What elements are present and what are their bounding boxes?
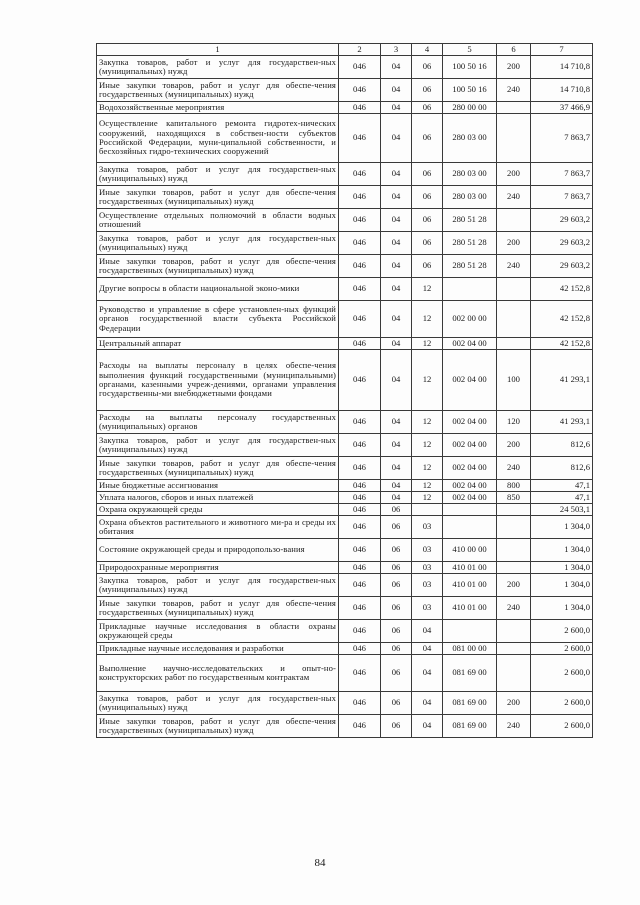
row-gr-code-cell: 046 [339,574,381,597]
row-target-article-cell: 002 04 00 [443,350,497,411]
table-row [97,56,593,79]
table-row [97,643,593,655]
row-amount-cell: 41 293,1 [531,350,593,411]
table-row [97,574,593,597]
row-amount-cell: 7 863,7 [531,114,593,163]
row-expense-type-cell: 240 [497,715,531,738]
row-name-cell: Руководство и управление в сфере установлен-ных функций органов государственной власти субъекта Российской Федерации [97,301,339,338]
row-gr-code-cell: 046 [339,209,381,232]
row-gr-code-cell: 046 [339,655,381,692]
row-target-article-cell: 002 04 00 [443,411,497,434]
row-amount-cell: 7 863,7 [531,163,593,186]
row-subsection-cell: 04 [412,692,443,715]
row-amount-cell: 14 710,8 [531,79,593,102]
row-name-cell: Центральный аппарат [97,338,339,350]
row-expense-type-cell: 120 [497,411,531,434]
row-section-cell: 04 [381,114,412,163]
row-target-article-cell: 002 04 00 [443,480,497,492]
row-section-cell: 04 [381,301,412,338]
row-target-article-cell: 081 69 00 [443,715,497,738]
row-expense-type-cell: 800 [497,480,531,492]
row-section-cell: 06 [381,562,412,574]
row-amount-cell: 29 603,2 [531,255,593,278]
row-section-cell: 06 [381,504,412,516]
row-amount-cell: 7 863,7 [531,186,593,209]
row-subsection-cell: 03 [412,516,443,539]
row-target-article-cell: 002 04 00 [443,434,497,457]
row-amount-cell: 14 710,8 [531,56,593,79]
row-target-article-cell: 280 51 28 [443,255,497,278]
row-gr-code-cell: 046 [339,434,381,457]
row-amount-cell: 1 304,0 [531,597,593,620]
row-section-cell: 06 [381,715,412,738]
row-section-cell: 06 [381,643,412,655]
table-row [97,620,593,643]
row-target-article-cell: 280 00 00 [443,102,497,114]
row-expense-type-cell: 200 [497,692,531,715]
row-expense-type-cell [497,643,531,655]
row-gr-code-cell: 046 [339,338,381,350]
row-amount-cell: 1 304,0 [531,562,593,574]
row-name-cell: Иные закупки товаров, работ и услуг для обеспе-чения государственных (муниципальных) нужд [97,715,339,738]
row-subsection-cell: 06 [412,114,443,163]
table-row [97,434,593,457]
row-amount-cell: 47,1 [531,492,593,504]
row-gr-code-cell: 046 [339,79,381,102]
row-gr-code-cell: 046 [339,597,381,620]
row-subsection-cell: 12 [412,457,443,480]
row-subsection-cell: 06 [412,186,443,209]
row-section-cell: 04 [381,232,412,255]
row-expense-type-cell: 200 [497,56,531,79]
row-amount-cell: 812,6 [531,457,593,480]
table-row [97,480,593,492]
row-name-cell: Иные закупки товаров, работ и услуг для обеспе-чения государственных (муниципальных) нужд [97,597,339,620]
row-section-cell: 04 [381,186,412,209]
row-expense-type-cell: 200 [497,574,531,597]
row-subsection-cell: 04 [412,655,443,692]
row-gr-code-cell: 046 [339,562,381,574]
table-row [97,114,593,163]
row-target-article-cell: 002 04 00 [443,492,497,504]
table-row [97,350,593,411]
row-gr-code-cell: 046 [339,255,381,278]
table-row [97,492,593,504]
row-amount-cell: 2 600,0 [531,692,593,715]
row-subsection-cell [412,504,443,516]
header-cell-7: 7 [531,44,593,56]
row-amount-cell: 42 152,8 [531,338,593,350]
row-target-article-cell [443,278,497,301]
row-gr-code-cell: 046 [339,114,381,163]
row-target-article-cell: 002 04 00 [443,457,497,480]
row-section-cell: 06 [381,655,412,692]
row-gr-code-cell: 046 [339,516,381,539]
row-section-cell: 04 [381,492,412,504]
row-subsection-cell: 06 [412,209,443,232]
row-name-cell: Иные бюджетные ассигнования [97,480,339,492]
row-expense-type-cell [497,301,531,338]
budget-table [96,43,593,738]
row-name-cell: Закупка товаров, работ и услуг для государствен-ных (муниципальных) нужд [97,434,339,457]
row-amount-cell: 2 600,0 [531,620,593,643]
row-name-cell: Охрана объектов растительного и животного ми-ра и среды их обитания [97,516,339,539]
table-row [97,163,593,186]
header-cell-4: 4 [412,44,443,56]
table-row [97,504,593,516]
table-row [97,255,593,278]
row-section-cell: 04 [381,255,412,278]
row-gr-code-cell: 046 [339,480,381,492]
row-subsection-cell: 12 [412,411,443,434]
row-amount-cell: 2 600,0 [531,655,593,692]
row-section-cell: 06 [381,597,412,620]
table-row [97,562,593,574]
table-row [97,597,593,620]
row-subsection-cell: 04 [412,620,443,643]
row-gr-code-cell: 046 [339,350,381,411]
row-amount-cell: 37 466,9 [531,102,593,114]
row-section-cell: 04 [381,480,412,492]
header-cell-3: 3 [381,44,412,56]
header-cell-2: 2 [339,44,381,56]
header-cell-1: 1 [97,44,339,56]
row-section-cell: 04 [381,209,412,232]
row-amount-cell: 2 600,0 [531,643,593,655]
header-cell-5: 5 [443,44,497,56]
row-section-cell: 04 [381,56,412,79]
row-name-cell: Расходы на выплаты персоналу в целях обеспе-чения выполнения функций государственными (муниципальными) органами, казенными учреж-дениями, органами управления государственны-ми внебюджетными фондами [97,350,339,411]
row-expense-type-cell: 240 [497,457,531,480]
row-name-cell: Закупка товаров, работ и услуг для государствен-ных (муниципальных) нужд [97,163,339,186]
row-expense-type-cell [497,620,531,643]
row-gr-code-cell: 046 [339,457,381,480]
header-cell-6: 6 [497,44,531,56]
row-amount-cell: 1 304,0 [531,574,593,597]
row-target-article-cell: 280 03 00 [443,114,497,163]
row-expense-type-cell [497,539,531,562]
row-name-cell: Иные закупки товаров, работ и услуг для обеспе-чения государственных (муниципальных) нужд [97,186,339,209]
row-subsection-cell: 12 [412,278,443,301]
row-expense-type-cell [497,338,531,350]
row-target-article-cell [443,516,497,539]
row-expense-type-cell: 850 [497,492,531,504]
row-expense-type-cell [497,504,531,516]
row-gr-code-cell: 046 [339,163,381,186]
row-subsection-cell: 06 [412,232,443,255]
row-gr-code-cell: 046 [339,102,381,114]
row-subsection-cell: 06 [412,79,443,102]
row-expense-type-cell [497,562,531,574]
table-row [97,539,593,562]
row-name-cell: Водохозяйственные мероприятия [97,102,339,114]
row-name-cell: Закупка товаров, работ и услуг для государствен-ных (муниципальных) нужд [97,574,339,597]
row-expense-type-cell: 240 [497,79,531,102]
row-target-article-cell: 410 01 00 [443,597,497,620]
row-target-article-cell: 280 03 00 [443,163,497,186]
row-name-cell: Закупка товаров, работ и услуг для государствен-ных (муниципальных) нужд [97,692,339,715]
row-name-cell: Закупка товаров, работ и услуг для государствен-ных (муниципальных) нужд [97,232,339,255]
row-expense-type-cell: 200 [497,232,531,255]
row-name-cell: Иные закупки товаров, работ и услуг для обеспе-чения государственных (муниципальных) нужд [97,79,339,102]
row-subsection-cell: 06 [412,255,443,278]
row-subsection-cell: 03 [412,597,443,620]
row-subsection-cell: 04 [412,643,443,655]
table-row [97,79,593,102]
row-gr-code-cell: 046 [339,692,381,715]
row-target-article-cell: 081 69 00 [443,655,497,692]
row-target-article-cell [443,504,497,516]
table-row [97,102,593,114]
row-gr-code-cell: 046 [339,643,381,655]
table-body [97,44,593,738]
row-amount-cell: 29 603,2 [531,209,593,232]
row-expense-type-cell [497,278,531,301]
row-expense-type-cell: 200 [497,163,531,186]
row-expense-type-cell: 240 [497,597,531,620]
row-section-cell: 04 [381,434,412,457]
row-name-cell: Закупка товаров, работ и услуг для государствен-ных (муниципальных) нужд [97,56,339,79]
row-section-cell: 06 [381,620,412,643]
row-gr-code-cell: 046 [339,232,381,255]
row-section-cell: 06 [381,516,412,539]
row-expense-type-cell [497,655,531,692]
table-row [97,655,593,692]
row-subsection-cell: 12 [412,301,443,338]
table-row [97,186,593,209]
row-subsection-cell: 06 [412,56,443,79]
row-target-article-cell: 081 69 00 [443,692,497,715]
row-amount-cell: 812,6 [531,434,593,457]
row-gr-code-cell: 046 [339,539,381,562]
row-expense-type-cell: 240 [497,255,531,278]
table-row [97,715,593,738]
row-target-article-cell: 100 50 16 [443,79,497,102]
row-subsection-cell: 12 [412,480,443,492]
row-target-article-cell: 410 01 00 [443,562,497,574]
row-expense-type-cell: 200 [497,434,531,457]
row-amount-cell: 42 152,8 [531,278,593,301]
row-gr-code-cell: 046 [339,492,381,504]
row-expense-type-cell [497,102,531,114]
row-section-cell: 04 [381,457,412,480]
row-target-article-cell: 280 51 28 [443,209,497,232]
row-amount-cell: 29 603,2 [531,232,593,255]
row-name-cell: Осуществление отдельных полномочий в области водных отношений [97,209,339,232]
row-gr-code-cell: 046 [339,56,381,79]
row-target-article-cell: 081 00 00 [443,643,497,655]
row-expense-type-cell: 240 [497,186,531,209]
table-row [97,209,593,232]
row-name-cell: Другие вопросы в области национальной эконо-мики [97,278,339,301]
row-gr-code-cell: 046 [339,715,381,738]
row-subsection-cell: 12 [412,338,443,350]
row-section-cell: 06 [381,574,412,597]
row-subsection-cell: 03 [412,539,443,562]
row-name-cell: Уплата налогов, сборов и иных платежей [97,492,339,504]
row-subsection-cell: 06 [412,163,443,186]
row-gr-code-cell: 046 [339,186,381,209]
row-section-cell: 06 [381,692,412,715]
row-section-cell: 04 [381,338,412,350]
row-section-cell: 04 [381,79,412,102]
table-row [97,301,593,338]
row-name-cell: Прикладные научные исследования в области охраны окружающей среды [97,620,339,643]
row-target-article-cell: 280 51 28 [443,232,497,255]
row-section-cell: 04 [381,102,412,114]
row-gr-code-cell: 046 [339,301,381,338]
table-row [97,457,593,480]
row-subsection-cell: 03 [412,562,443,574]
row-expense-type-cell [497,114,531,163]
row-amount-cell: 24 503,1 [531,504,593,516]
row-expense-type-cell: 100 [497,350,531,411]
row-subsection-cell: 04 [412,715,443,738]
row-subsection-cell: 03 [412,574,443,597]
row-amount-cell: 47,1 [531,480,593,492]
row-target-article-cell: 100 50 16 [443,56,497,79]
row-expense-type-cell [497,516,531,539]
row-amount-cell: 41 293,1 [531,411,593,434]
table-row [97,278,593,301]
row-section-cell: 04 [381,278,412,301]
table-row [97,338,593,350]
row-section-cell: 04 [381,350,412,411]
row-subsection-cell: 12 [412,434,443,457]
row-amount-cell: 1 304,0 [531,516,593,539]
row-target-article-cell: 280 03 00 [443,186,497,209]
row-gr-code-cell: 046 [339,620,381,643]
row-subsection-cell: 12 [412,350,443,411]
row-target-article-cell [443,620,497,643]
row-name-cell: Осуществление капитального ремонта гидротех-нических сооружений, находящихся в собствен-ности субъектов Российской Федерации, муни-ципальной собственности, и бесхозяйных гидро-технических сооружений [97,114,339,163]
row-name-cell: Расходы на выплаты персоналу государственных (муниципальных) органов [97,411,339,434]
row-target-article-cell: 410 00 00 [443,539,497,562]
row-target-article-cell: 002 04 00 [443,338,497,350]
row-subsection-cell: 12 [412,492,443,504]
page-number: 84 [314,857,326,869]
table-row [97,692,593,715]
row-amount-cell: 2 600,0 [531,715,593,738]
row-name-cell: Прикладные научные исследования и разработки [97,643,339,655]
row-name-cell: Состояние окружающей среды и природопользо-вания [97,539,339,562]
row-target-article-cell: 002 00 00 [443,301,497,338]
row-section-cell: 04 [381,163,412,186]
row-subsection-cell: 06 [412,102,443,114]
row-name-cell: Природоохранные мероприятия [97,562,339,574]
row-name-cell: Иные закупки товаров, работ и услуг для обеспе-чения государственных (муниципальных) нужд [97,255,339,278]
table-header-row [97,44,593,56]
row-target-article-cell: 410 01 00 [443,574,497,597]
row-amount-cell: 1 304,0 [531,539,593,562]
table-row [97,232,593,255]
row-section-cell: 04 [381,411,412,434]
row-gr-code-cell: 046 [339,411,381,434]
row-name-cell: Выполнение научно-исследовательских и опыт-но-конструкторских работ по государственным контрактам [97,655,339,692]
row-name-cell: Охрана окружающей среды [97,504,339,516]
row-section-cell: 06 [381,539,412,562]
table-row [97,411,593,434]
table-row [97,516,593,539]
row-name-cell: Иные закупки товаров, работ и услуг для обеспе-чения государственных (муниципальных) нужд [97,457,339,480]
row-amount-cell: 42 152,8 [531,301,593,338]
row-gr-code-cell: 046 [339,504,381,516]
row-gr-code-cell: 046 [339,278,381,301]
row-expense-type-cell [497,209,531,232]
